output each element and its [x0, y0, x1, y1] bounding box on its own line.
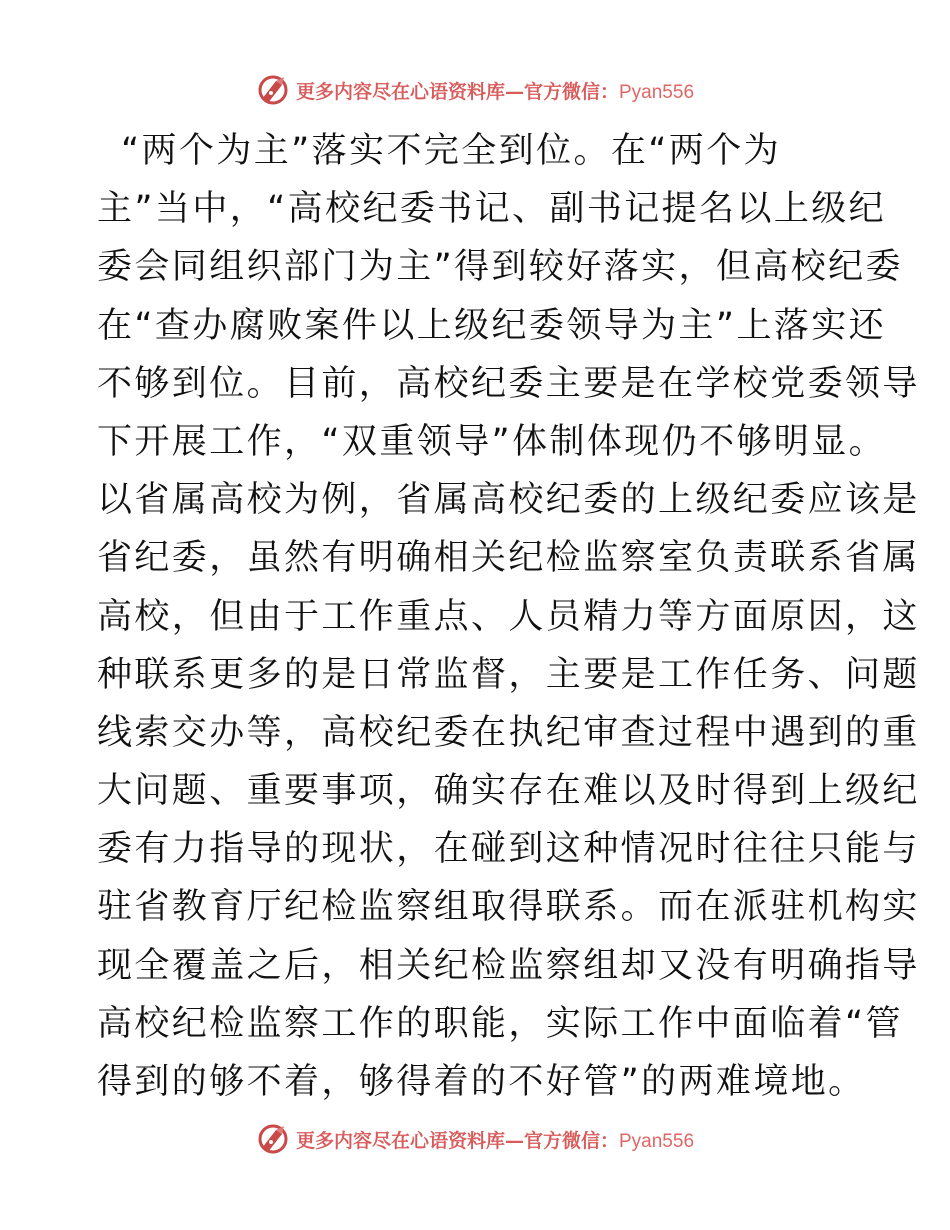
- text-line: 省纪委，虽然有明确相关纪检监察室负责联系省属: [97, 538, 920, 579]
- text-line: 大问题、重要事项，确实存在难以及时得到上级纪: [97, 771, 920, 812]
- pen-nib-logo-icon: [256, 1122, 290, 1156]
- text-line: 委有力指导的现状，在碰到这种情况时往往只能与: [97, 829, 920, 870]
- text-line: 下开展工作，“双重领导”体制体现仍不够明显。: [97, 421, 887, 462]
- footer-banner-text: [296, 1126, 694, 1153]
- text-line: 线索交办等，高校纪委在执纪审查过程中遇到的重: [97, 712, 920, 753]
- pen-nib-logo-icon: [256, 73, 290, 107]
- text-line: 驻省教育厅纪检监察组取得联系。而在派驻机构实: [97, 887, 920, 928]
- text-line: 种联系更多的是日常监督，主要是工作任务、问题: [97, 654, 920, 695]
- text-line: 主”当中，“高校纪委书记、副书记提名以上级纪: [97, 189, 887, 230]
- header-banner-slogan: 更多内容尽在心语资料库—官方微信：: [295, 80, 619, 103]
- text-line: 高校，但由于工作重点、人员精力等方面原因，这: [97, 596, 920, 637]
- footer-wechat-id: Pyan556: [619, 1130, 695, 1152]
- footer-banner: [0, 1119, 950, 1159]
- header-banner: [0, 70, 950, 110]
- text-line: 高校纪检监察工作的职能，实际工作中面临着“管: [97, 1003, 903, 1044]
- body-paragraph: [97, 122, 920, 1111]
- text-line: “两个为主”落实不完全到位。在“两个为: [121, 131, 781, 171]
- text-line: 得到的够不着，够得着的不好管”的两难境地。: [97, 1062, 866, 1102]
- text-line: 委会同组织部门为主”得到较好落实，但高校纪委: [97, 247, 903, 288]
- text-line: 在“查办腐败案件以上级纪委领导为主”上落实还: [97, 305, 887, 346]
- text-line: 现全覆盖之后，相关纪检监察组却又没有明确指导: [97, 945, 920, 986]
- header-wechat-id: Pyan556: [619, 81, 695, 103]
- text-line: 以省属高校为例，省属高校纪委的上级纪委应该是: [97, 480, 920, 521]
- footer-banner-slogan: 更多内容尽在心语资料库—官方微信：: [295, 1129, 619, 1152]
- header-banner-text: [296, 77, 694, 104]
- text-line: 不够到位。目前，高校纪委主要是在学校党委领导: [97, 363, 920, 404]
